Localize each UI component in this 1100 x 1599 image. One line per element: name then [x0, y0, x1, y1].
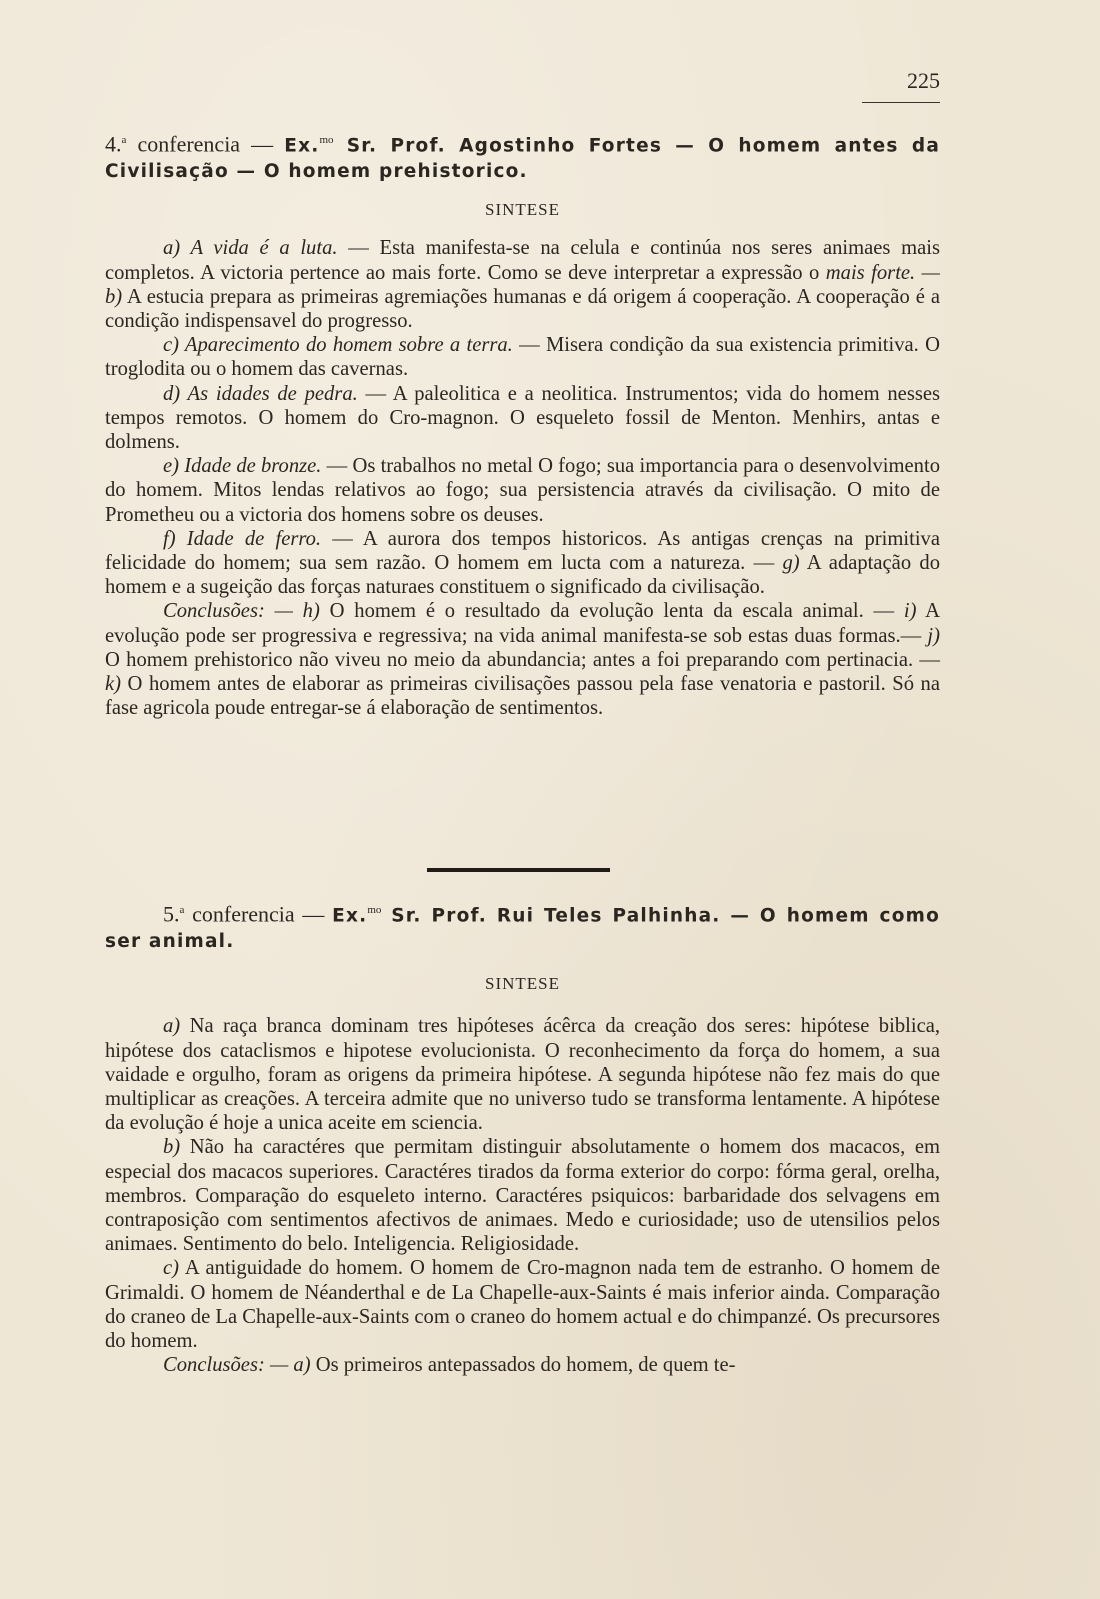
- section-separator: [427, 868, 610, 872]
- sintese-label: SINTESE: [485, 200, 560, 220]
- paragraph-conclusoes: Conclusões: — a) Os primeiros antepassados do homem, de quem te-: [163, 1354, 736, 1377]
- paragraph-f: f) Idade de ferro. — A aurora dos tempos historicos. As antigas crenças na primitiva felicidade do homem; sua sem razão. O homem em lucta com a natureza. — g) A adaptação do homem e a sugeição das forças naturaes constituem o significado da civilisação.: [105, 527, 940, 599]
- paragraph-a: a) Na raça branca dominam tres hipóteses ácêrca da creação dos seres: hipótese biblica, hipótese dos cataclismos e hipotese evolucionista. O reconhecimento da força do homem, a sua vaidade e orgulho, foram as origens da primeira hipótese. A segunda hipótese não fez mais do que multiplicar as creações. A terceira admite que no universo tudo se transforma lentamente. A hipótese da evolução é hoje a unica aceite em sciencia.: [105, 1015, 940, 1135]
- page-number-rule: [862, 102, 940, 103]
- paragraph-d: d) As idades de pedra. — A paleolitica e a neolitica. Instrumentos; vida do homem nesses tempos remotos. O homem do Cro-magnon. O esqueleto fossil de Menton. Menhirs, antas e dolmens.: [105, 382, 940, 453]
- paragraph-a: a) A vida é a luta. — Esta manifesta-se na celula e continúa nos seres animaes mais completos. A victoria pertence ao mais forte. Como se deve interpretar a expressão o mais forte. — b) A estucia prepara as primeiras agremiações humanas e dá origem á cooperação. A cooperação é a condição indispensavel do progresso.: [105, 237, 940, 332]
- paragraph-b: b) Não ha caractéres que permitam distinguir absolutamente o homem dos macacos, em especial dos macacos superiores. Caractéres tirados da forma exterior do corpo: fórma geral, orelha, membros. Comparação do esqueleto interno. Caractéres psiquicos: barbaridade dos selvagens em contraposição com sentimentos afectivos de animaes. Medo e curiosidade; uso de utensilios pelos animaes. Sentimento do belo. Inteligencia. Religiosidade.: [105, 1136, 940, 1256]
- paragraph-e: e) Idade de bronze. — Os trabalhos no metal O fogo; sua importancia para o desenvolvimento do homem. Mitos lendas relativos ao fogo; sua persistencia através da civilisação. O mito de Prometheu ou a victoria dos homens sobre os deuses.: [105, 455, 940, 526]
- conference-heading: 5.$^a$ conferencia — Ex.$^{mo}$ Sr. Prof. Rui Teles Palhinha. — O homem como ser animal.: [105, 901, 940, 953]
- paragraph-c: c) Aparecimento do homem sobre a terra. — Misera condição da sua existencia primitiva. O troglodita ou o homem das cavernas.: [105, 334, 940, 381]
- page-number: 225: [907, 68, 940, 93]
- paragraph-c: c) A antiguidade do homem. O homem de Cro-magnon nada tem de estranho. O homem de Grimaldi. O homem de Néanderthal e de La Chapelle-aux-Saints é mais inferior ainda. Comparação do craneo de La Chapelle-aux-Saints com o craneo do homem actual e do chimpanzé. Os precursores do homem.: [105, 1257, 940, 1352]
- section-5th-conference: [105, 898, 940, 1377]
- paragraph-conclusoes: Conclusões: — h) O homem é o resultado da evolução lenta da escala animal. — i) A evolução pode ser progressiva e regressiva; na vida animal manifesta-se sob estas duas formas.— j) O homem prehistorico não viveu no meio da abundancia; antes a foi preparando com pertinacia. — k) O homem antes de elaborar as primeiras civilisações passou pela fase venatoria e pastoril. Só na fase agricola poude entregar-se á elaboração de sentimentos.: [105, 600, 940, 720]
- sintese-label: SINTESE: [485, 974, 560, 994]
- conference-heading: 4.$^a$ conferencia — Ex.$^{mo}$ Sr. Prof. Agostinho Fortes — O homem antes da Civilisação — O homem prehistorico.: [105, 131, 941, 183]
- section-4th-conference: [105, 128, 940, 720]
